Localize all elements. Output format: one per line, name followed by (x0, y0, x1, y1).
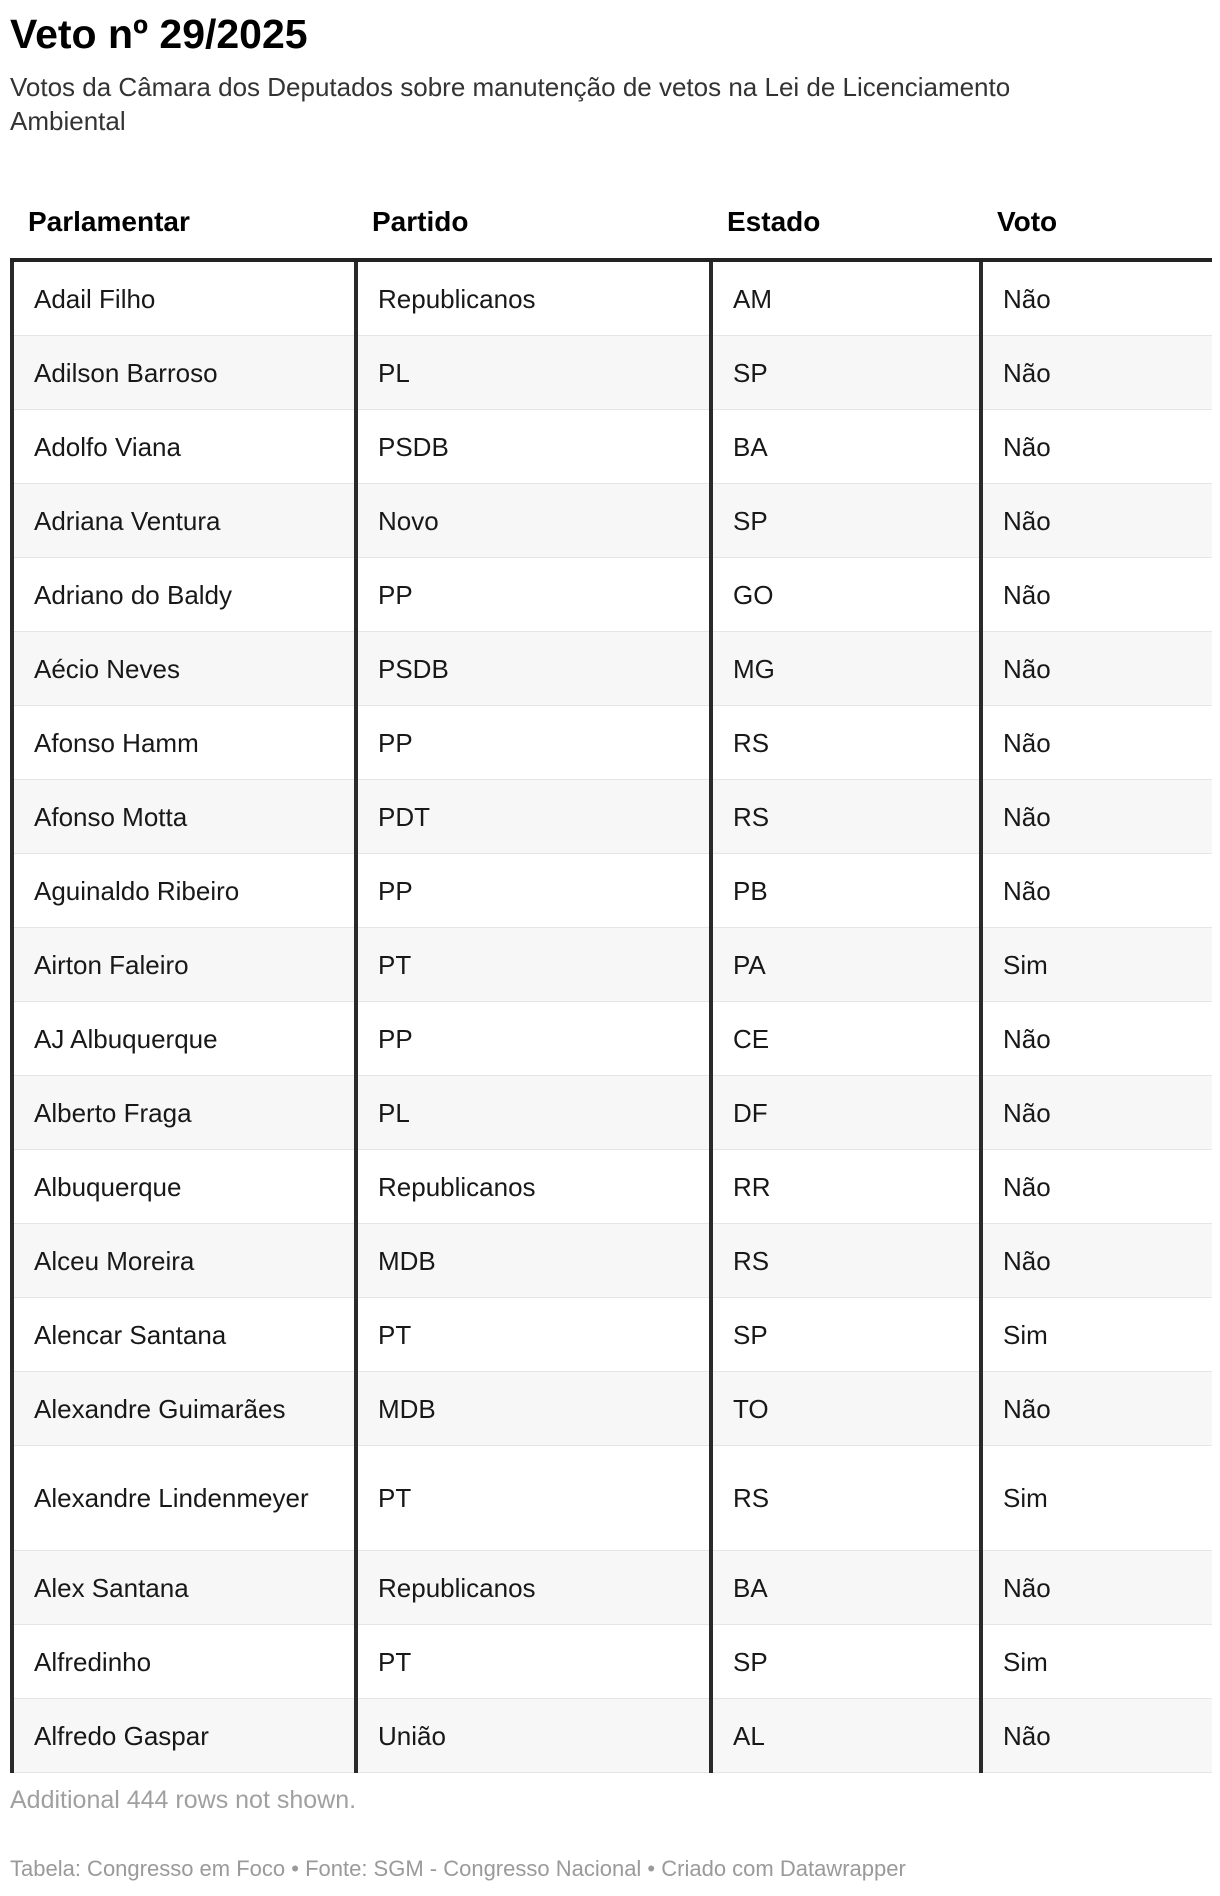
cell-estado: BA (711, 410, 981, 484)
table-row (12, 410, 1212, 484)
cell-partido: União (356, 1699, 711, 1773)
cell-estado: MG (711, 632, 981, 706)
cell-estado: GO (711, 558, 981, 632)
cell-partido: PSDB (356, 632, 711, 706)
cell-parlamentar: Afonso Motta (12, 780, 356, 854)
cell-parlamentar: Afonso Hamm (12, 706, 356, 780)
cell-parlamentar: Alberto Fraga (12, 1076, 356, 1150)
cell-estado: RS (711, 780, 981, 854)
cell-partido: PL (356, 336, 711, 410)
cell-estado: SP (711, 336, 981, 410)
table-row (12, 1699, 1212, 1773)
table-row (12, 1551, 1212, 1625)
cell-partido: PT (356, 928, 711, 1002)
cell-estado: DF (711, 1076, 981, 1150)
cell-estado: RS (711, 706, 981, 780)
cell-voto: Não (981, 706, 1212, 780)
cell-estado: SP (711, 1298, 981, 1372)
column-header-voto[interactable]: Voto (981, 186, 1212, 260)
cell-partido: PDT (356, 780, 711, 854)
table-row (12, 632, 1212, 706)
table-row (12, 1625, 1212, 1699)
cell-parlamentar: Adilson Barroso (12, 336, 356, 410)
cell-parlamentar: Airton Faleiro (12, 928, 356, 1002)
cell-voto: Não (981, 484, 1212, 558)
chart-title: Veto nº 29/2025 (10, 11, 308, 57)
cell-estado: PA (711, 928, 981, 1002)
cell-parlamentar: Adriana Ventura (12, 484, 356, 558)
cell-parlamentar: Alencar Santana (12, 1298, 356, 1372)
cell-partido: Republicanos (356, 1150, 711, 1224)
cell-partido: MDB (356, 1372, 711, 1446)
cell-voto: Sim (981, 928, 1212, 1002)
cell-estado: SP (711, 484, 981, 558)
cell-voto: Não (981, 260, 1212, 336)
cell-parlamentar: Aécio Neves (12, 632, 356, 706)
cell-partido: PP (356, 854, 711, 928)
table-row (12, 1224, 1212, 1298)
cell-estado: SP (711, 1625, 981, 1699)
cell-parlamentar: AJ Albuquerque (12, 1002, 356, 1076)
table-row (12, 1002, 1212, 1076)
cell-estado: BA (711, 1551, 981, 1625)
cell-parlamentar: Alexandre Lindenmeyer (12, 1446, 356, 1551)
cell-voto: Não (981, 854, 1212, 928)
chart-container (10, 0, 1210, 1773)
cell-estado: PB (711, 854, 981, 928)
table-row (12, 1372, 1212, 1446)
cell-partido: PT (356, 1625, 711, 1699)
column-header-parlamentar[interactable]: Parlamentar (12, 186, 356, 260)
cell-parlamentar: Aguinaldo Ribeiro (12, 854, 356, 928)
cell-voto: Não (981, 632, 1212, 706)
table-row (12, 1150, 1212, 1224)
cell-voto: Não (981, 336, 1212, 410)
cell-estado: TO (711, 1372, 981, 1446)
cell-voto: Sim (981, 1446, 1212, 1551)
cell-parlamentar: Albuquerque (12, 1150, 356, 1224)
table-row (12, 484, 1212, 558)
cell-voto: Não (981, 1076, 1212, 1150)
table-row (12, 260, 1212, 336)
cell-voto: Não (981, 1150, 1212, 1224)
cell-voto: Não (981, 410, 1212, 484)
column-header-estado[interactable]: Estado (711, 186, 981, 260)
table-row (12, 706, 1212, 780)
cell-parlamentar: Alfredo Gaspar (12, 1699, 356, 1773)
cell-partido: PP (356, 706, 711, 780)
cell-partido: PL (356, 1076, 711, 1150)
cell-parlamentar: Alex Santana (12, 1551, 356, 1625)
table-row (12, 558, 1212, 632)
cell-parlamentar: Adriano do Baldy (12, 558, 356, 632)
cell-estado: CE (711, 1002, 981, 1076)
votes-table (10, 186, 1212, 1773)
cell-voto: Sim (981, 1298, 1212, 1372)
table-row (12, 854, 1212, 928)
column-header-partido[interactable]: Partido (356, 186, 711, 260)
cell-parlamentar: Adolfo Viana (12, 410, 356, 484)
cell-partido: MDB (356, 1224, 711, 1298)
table-row (12, 1076, 1212, 1150)
cell-estado: AL (711, 1699, 981, 1773)
table-row (12, 1298, 1212, 1372)
cell-partido: PT (356, 1298, 711, 1372)
cell-partido: PP (356, 558, 711, 632)
table-header-row (12, 186, 1212, 260)
table-row (12, 780, 1212, 854)
cell-partido: Republicanos (356, 260, 711, 336)
cell-parlamentar: Alfredinho (12, 1625, 356, 1699)
cell-voto: Não (981, 1002, 1212, 1076)
cell-parlamentar: Adail Filho (12, 260, 356, 336)
cell-parlamentar: Alceu Moreira (12, 1224, 356, 1298)
cell-partido: Novo (356, 484, 711, 558)
cell-partido: PSDB (356, 410, 711, 484)
cell-parlamentar: Alexandre Guimarães (12, 1372, 356, 1446)
table-row (12, 1446, 1212, 1551)
table-footer: Tabela: Congresso em Foco • Fonte: SGM - Congresso Nacional • Criado com Datawrapper (10, 1856, 906, 1881)
cell-voto: Não (981, 1699, 1212, 1773)
cell-voto: Não (981, 1372, 1212, 1446)
chart-subtitle: Votos da Câmara dos Deputados sobre manutenção de vetos na Lei de Licenciamento Ambiental (10, 72, 1011, 136)
table-row (12, 336, 1212, 410)
cell-voto: Não (981, 1224, 1212, 1298)
table-row (12, 928, 1212, 1002)
cell-voto: Não (981, 780, 1212, 854)
cell-voto: Não (981, 558, 1212, 632)
cell-estado: RR (711, 1150, 981, 1224)
cell-partido: PT (356, 1446, 711, 1551)
table-body (12, 260, 1212, 1773)
cell-voto: Não (981, 1551, 1212, 1625)
cell-voto: Sim (981, 1625, 1212, 1699)
cell-estado: RS (711, 1224, 981, 1298)
cell-partido: PP (356, 1002, 711, 1076)
cell-estado: AM (711, 260, 981, 336)
cell-estado: RS (711, 1446, 981, 1551)
cell-partido: Republicanos (356, 1551, 711, 1625)
table-notes: Additional 444 rows not shown. (10, 1786, 357, 1814)
